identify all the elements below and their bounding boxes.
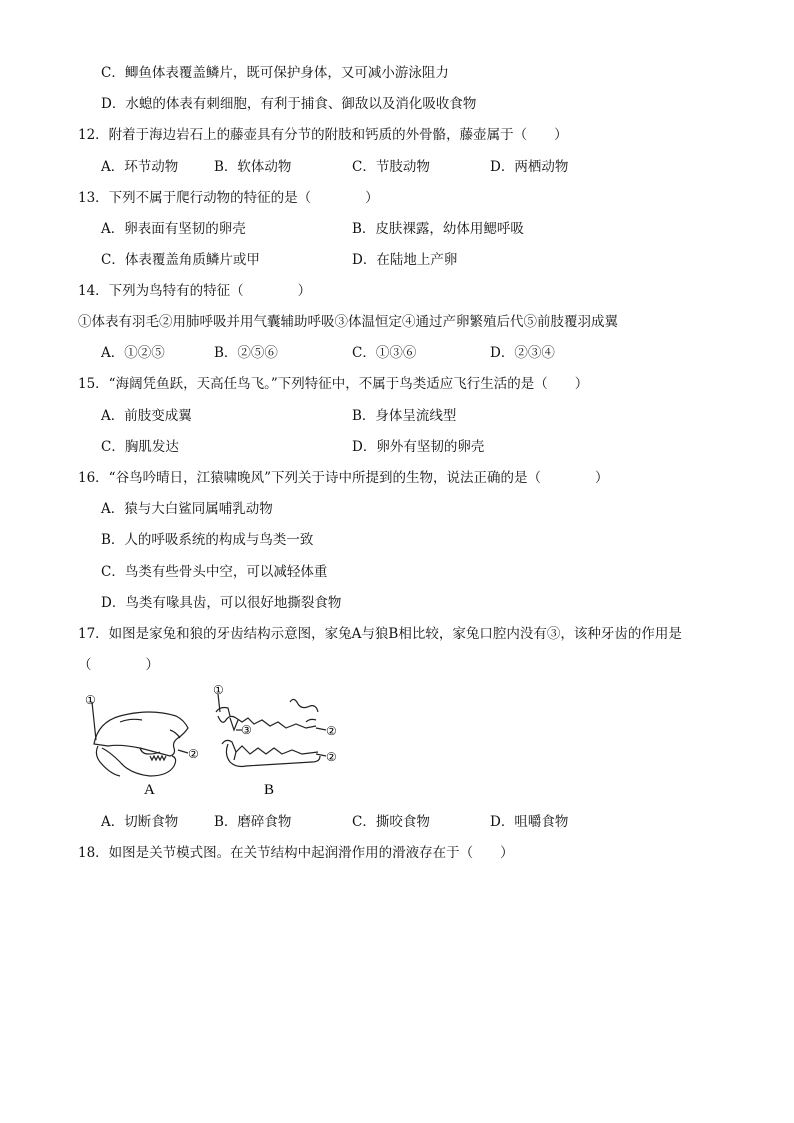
q12-option-d: D．两栖动物 (490, 159, 569, 175)
q17-answer-blank: （ ） (78, 657, 159, 673)
q13-option-a: A．卵表面有坚韧的卵壳 (101, 221, 246, 237)
wolf-mark-2-lower: ② (326, 750, 337, 764)
q16-stem: 16．“谷鸟吟晴日，江猿啸晚风”下列关于诗中所提到的生物，说法正确的是（ ） (78, 470, 609, 486)
q14-option-d: D．②③④ (490, 345, 555, 361)
q16-option-b: B．人的呼吸系统的构成与鸟类一致 (101, 532, 314, 548)
wolf-mark-3: ③ (241, 723, 252, 737)
wolf-skull-drawing (216, 694, 326, 767)
q15-option-d: D．卵外有坚韧的卵壳 (352, 439, 485, 455)
q14-option-a: A．①②⑤ (101, 345, 165, 361)
q12-option-c: C．节肢动物 (352, 159, 430, 175)
q13-option-d: D．在陆地上产卵 (352, 252, 458, 268)
q13-option-c: C．体表覆盖角质鳞片或甲 (101, 252, 260, 268)
wolf-mark-1: ① (213, 683, 224, 697)
q18-stem: 18．如图是关节模式图。在关节结构中起润滑作用的滑液存在于（ ） (78, 845, 514, 861)
q14-option-b: B．②⑤⑥ (214, 345, 278, 361)
q17-option-a: A．切断食物 (101, 814, 179, 830)
q13-stem: 13．下列不属于爬行动物的特征的是（ ） (78, 190, 379, 206)
q12-stem: 12．附着于海边岩石上的藤壶具有分节的附肢和钙质的外骨骼，藤壶属于（ ） (78, 127, 568, 143)
teeth-structure-figure (80, 682, 350, 800)
figure-label-b: B (264, 782, 275, 798)
q11-option-d: D．水螅的体表有刺细胞，有利于捕食、御敌以及消化吸收食物 (101, 96, 477, 112)
q11-option-c: C．鲫鱼体表覆盖鳞片，既可保护身体，又可减小游泳阻力 (101, 65, 449, 81)
q12-option-b: B．软体动物 (214, 159, 292, 175)
q15-option-a: A．前肢变成翼 (101, 408, 192, 424)
q17-option-b: B．磨碎食物 (214, 814, 292, 830)
q17-option-d: D．咀嚼食物 (490, 814, 569, 830)
q16-option-c: C．鸟类有些骨头中空，可以减轻体重 (101, 564, 328, 580)
wolf-mark-2-upper: ② (326, 724, 337, 738)
q15-option-c: C．胸肌发达 (101, 439, 179, 455)
q17-option-c: C．撕咬食物 (352, 814, 430, 830)
q16-option-a: A．猿与大白鲨同属哺乳动物 (101, 501, 273, 517)
figure-label-a: A (144, 782, 155, 798)
q15-option-b: B．身体呈流线型 (352, 408, 457, 424)
rabbit-mark-2: ② (188, 747, 199, 761)
q16-option-d: D．鸟类有喙具齿，可以很好地撕裂食物 (101, 595, 342, 611)
q12-option-a: A．环节动物 (101, 159, 179, 175)
q13-option-b: B．皮肤裸露，幼体用鳃呼吸 (352, 221, 524, 237)
q15-stem: 15．“海阔凭鱼跃，天高任鸟飞。”下列特征中，不属于鸟类适应飞行生活的是（ ） (78, 376, 589, 392)
q17-stem: 17．如图是家兔和狼的牙齿结构示意图，家兔A与狼B相比较，家兔口腔内没有③，该种牙齿的作用是 (78, 626, 682, 642)
q14-stem: 14．下列为鸟特有的特征（ ） (78, 283, 312, 299)
rabbit-mark-1: ① (85, 693, 96, 707)
rabbit-skull-drawing (92, 702, 188, 776)
q14-option-c: C．①③⑥ (352, 345, 417, 361)
q14-statements: ①体表有羽毛②用肺呼吸并用气囊辅助呼吸③体温恒定④通过产卵繁殖后代⑤前肢覆羽成翼 (78, 314, 618, 330)
